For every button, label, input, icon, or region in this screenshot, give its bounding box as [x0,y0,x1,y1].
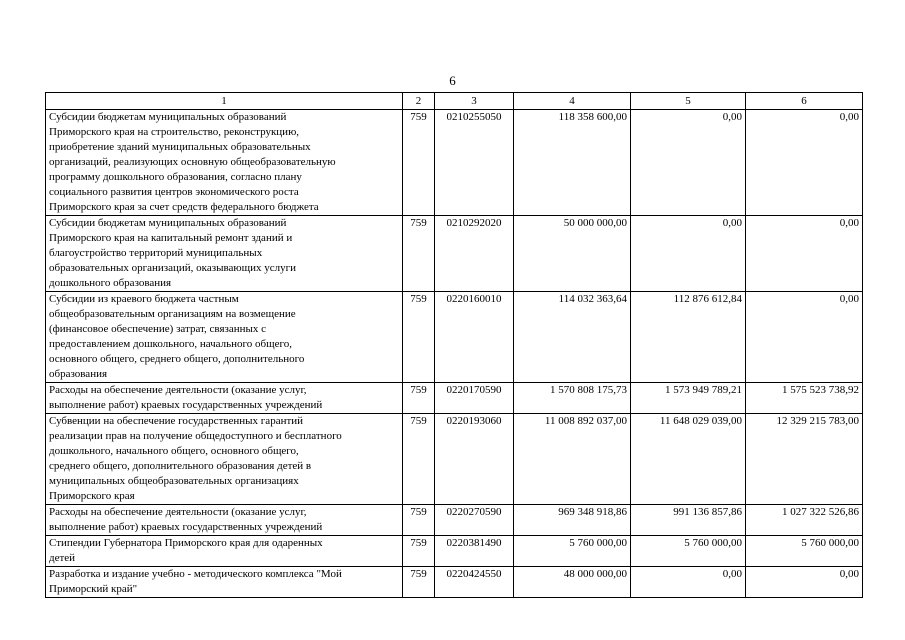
row-department-code: 759 [403,216,435,292]
row-amount-col5: 0,00 [631,216,746,292]
table-body [46,110,863,598]
description-line: общеобразовательным организациям на возмещение [49,308,296,320]
description-line: основного общего, среднего общего, дополнительного [49,353,305,365]
row-amount-col5: 1 573 949 789,21 [631,383,746,414]
row-description [46,567,403,598]
row-amount-col6: 12 329 215 783,00 [746,414,863,505]
description-line: Субсидии бюджетам муниципальных образований [49,111,287,123]
description-line: Приморского края на строительство, реконструкцию, [49,126,300,138]
row-target-article: 0210255050 [435,110,514,216]
description-line: выполнение работ) краевых государственных учреждений [49,399,323,411]
row-amount-col5: 991 136 857,86 [631,505,746,536]
row-amount-col5: 112 876 612,84 [631,292,746,383]
column-header-3: 3 [435,93,514,110]
row-amount-col4: 50 000 000,00 [514,216,631,292]
table-row [46,505,863,536]
row-amount-col4: 5 760 000,00 [514,536,631,567]
row-amount-col4: 11 008 892 037,00 [514,414,631,505]
column-header-1: 1 [46,93,403,110]
description-line: (финансовое обеспечение) затрат, связанных с [49,323,267,335]
row-department-code: 759 [403,110,435,216]
row-description [46,536,403,567]
table-row [46,383,863,414]
page-number: 6 [449,73,456,88]
row-target-article: 0220170590 [435,383,514,414]
row-target-article: 0210292020 [435,216,514,292]
description-line: Субвенции на обеспечение государственных гарантий [49,415,304,427]
row-amount-col6: 5 760 000,00 [746,536,863,567]
row-department-code: 759 [403,292,435,383]
row-amount-col6: 0,00 [746,110,863,216]
description-line: реализации прав на получение общедоступного и бесплатного [49,430,342,442]
row-amount-col4: 118 358 600,00 [514,110,631,216]
description-line: Расходы на обеспечение деятельности (оказание услуг, [49,384,307,396]
row-target-article: 0220424550 [435,567,514,598]
row-amount-col6: 0,00 [746,216,863,292]
row-target-article: 0220270590 [435,505,514,536]
row-amount-col5: 0,00 [631,567,746,598]
row-target-article: 0220160010 [435,292,514,383]
row-target-article: 0220193060 [435,414,514,505]
description-line: дошкольного, начального общего, основного общего, [49,445,299,457]
row-amount-col4: 114 032 363,64 [514,292,631,383]
description-line: благоустройство территорий муниципальных [49,247,263,259]
table-row [46,292,863,383]
description-line: Приморского края на капитальный ремонт зданий и [49,232,293,244]
description-line: образовательных организаций, оказывающих услуги [49,262,297,274]
description-line: образования [49,368,108,380]
description-line: Разработка и издание учебно - методического комплекса "Мой [49,568,342,580]
description-line: приобретение зданий муниципальных образовательных [49,141,311,153]
description-line: выполнение работ) краевых государственных учреждений [49,521,323,533]
row-department-code: 759 [403,505,435,536]
row-amount-col4: 48 000 000,00 [514,567,631,598]
row-description [46,110,403,216]
column-header-4: 4 [514,93,631,110]
description-line: организаций, реализующих основную общеобразовательную [49,156,336,168]
column-header-5: 5 [631,93,746,110]
description-line: предоставлением дошкольного, начального общего, [49,338,292,350]
description-line: Субсидии бюджетам муниципальных образований [49,217,287,229]
budget-table [45,92,863,598]
table-row [46,536,863,567]
row-department-code: 759 [403,536,435,567]
description-line: Расходы на обеспечение деятельности (оказание услуг, [49,506,307,518]
row-amount-col6: 1 027 322 526,86 [746,505,863,536]
description-line: детей [49,552,76,564]
row-department-code: 759 [403,414,435,505]
description-line: социального развития центров экономического роста [49,186,299,198]
row-description [46,216,403,292]
description-line: Приморского края [49,490,135,502]
description-line: программу дошкольного образования, согласно плану [49,171,302,183]
row-amount-col4: 1 570 808 175,73 [514,383,631,414]
row-target-article: 0220381490 [435,536,514,567]
table-row [46,216,863,292]
row-amount-col6: 0,00 [746,292,863,383]
table-row [46,110,863,216]
table-row [46,414,863,505]
row-department-code: 759 [403,567,435,598]
row-description [46,414,403,505]
description-line: дошкольного образования [49,277,172,289]
row-description [46,292,403,383]
row-amount-col6: 0,00 [746,567,863,598]
row-amount-col5: 5 760 000,00 [631,536,746,567]
column-header-6: 6 [746,93,863,110]
description-line: муниципальных общеобразовательных организациях [49,475,299,487]
description-line: Субсидии из краевого бюджета частным [49,293,239,305]
table-header-row [46,93,863,110]
row-amount-col6: 1 575 523 738,92 [746,383,863,414]
row-amount-col5: 0,00 [631,110,746,216]
table-row [46,567,863,598]
row-amount-col5: 11 648 029 039,00 [631,414,746,505]
row-description [46,383,403,414]
description-line: Стипендии Губернатора Приморского края для одаренных [49,537,323,549]
row-department-code: 759 [403,383,435,414]
row-description [46,505,403,536]
description-line: среднего общего, дополнительного образования детей в [49,460,312,472]
description-line: Приморского края за счет средств федерального бюджета [49,201,319,213]
row-amount-col4: 969 348 918,86 [514,505,631,536]
description-line: Приморский край" [49,583,138,595]
column-header-2: 2 [403,93,435,110]
